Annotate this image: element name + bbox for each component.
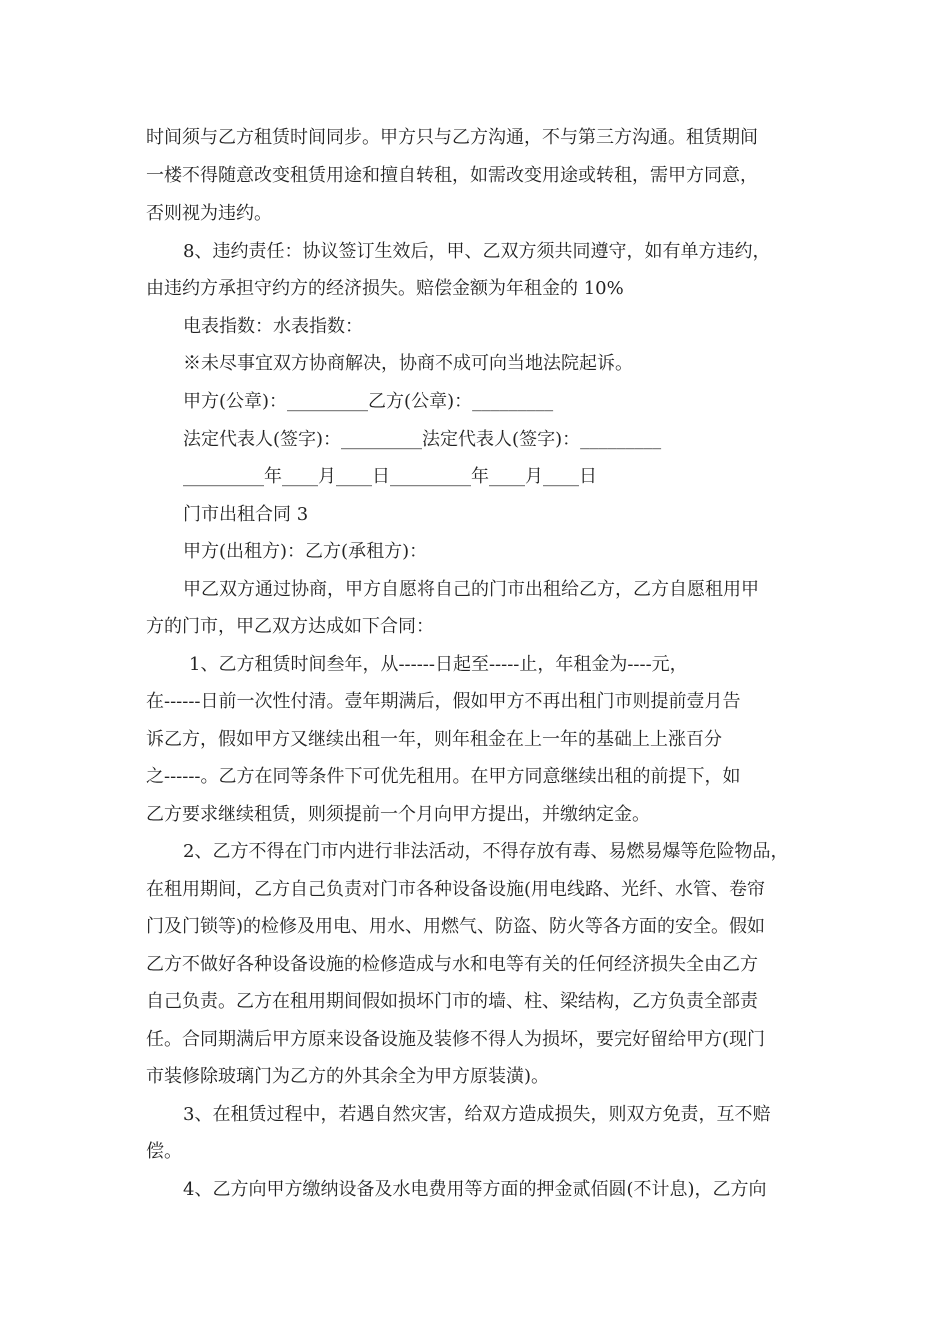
text-line: 自己负责。乙方在租用期间假如损坏门市的墙、柱、梁结构，乙方负责全部责 (146, 991, 758, 1012)
text-line: 之------。乙方在同等条件下可优先租用。在甲方同意继续出租的前提下，如 (146, 766, 741, 787)
text-line: 8、违约责任：协议签订生效后，甲、乙双方须共同遵守，如有单方违约， (183, 241, 771, 262)
text-line: 时间须与乙方租赁时间同步。甲方只与乙方沟通，不与第三方沟通。租赁期间 (146, 127, 758, 148)
text-line: 诉乙方，假如甲方又继续出租一年，则年租金在上一年的基础上上涨百分 (146, 729, 722, 750)
text-line: 否则视为违约。 (146, 203, 272, 224)
date-line: _________年____月____日_________年____月____日 (183, 466, 597, 487)
text-line: 甲乙双方通过协商，甲方自愿将自己的门市出租给乙方，乙方自愿租用甲 (183, 579, 759, 600)
text-line: 4、乙方向甲方缴纳设备及水电费用等方面的押金贰佰圆(不计息)，乙方向 (183, 1179, 767, 1200)
text-line: 在租用期间，乙方自己负责对门市各种设备设施(用电线路、光纤、水管、卷帘 (146, 879, 766, 900)
text-line: 一楼不得随意改变租赁用途和擅自转租，如需改变用途或转租，需甲方同意， (146, 165, 758, 186)
signature-line: 法定代表人(签字)：_________法定代表人(签字)：_________ (183, 429, 662, 450)
text-line: 任。合同期满后甲方原来设备设施及装修不得人为损坏，要完好留给甲方(现门 (146, 1029, 766, 1050)
text-line: 市装修除玻璃门为乙方的外其余全为甲方原装潢)。 (146, 1066, 550, 1087)
text-line: 在------日前一次性付清。壹年期满后，假如甲方不再出租门市则提前壹月告 (146, 691, 741, 712)
parties-line: 甲方(出租方)：乙方(承租方)： (183, 541, 428, 562)
text-line: 3、在租赁过程中，若遇自然灾害，给双方造成损失，则双方免责，互不赔 (183, 1104, 771, 1125)
text-line: 乙方要求继续租赁，则须提前一个月向甲方提出，并缴纳定金。 (146, 804, 650, 825)
text-line: 2、乙方不得在门市内进行非法活动，不得存放有毒、易燃易爆等危险物品， (183, 841, 789, 862)
text-line: 1、乙方租赁时间叁年，从------日起至-----止，年租金为----元， (189, 654, 688, 675)
text-line: 乙方不做好各种设备设施的检修造成与水和电等有关的任何经济损失全由乙方 (146, 954, 758, 975)
text-line: 方的门市，甲乙双方达成如下合同： (146, 616, 434, 637)
text-line: 由违约方承担守约方的经济损失。赔偿金额为年租金的 10% (146, 278, 624, 299)
text-line: 偿。 (146, 1141, 182, 1162)
text-line: ※未尽事宜双方协商解决，协商不成可向当地法院起诉。 (183, 353, 633, 374)
section-title: 门市出租合同 3 (183, 504, 309, 525)
signature-line: 甲方(公章)：_________乙方(公章)：_________ (183, 391, 554, 412)
text-line: 电表指数：水表指数： (183, 316, 363, 337)
text-line: 门及门锁等)的检修及用电、用水、用燃气、防盗、防火等各方面的安全。假如 (146, 916, 766, 937)
